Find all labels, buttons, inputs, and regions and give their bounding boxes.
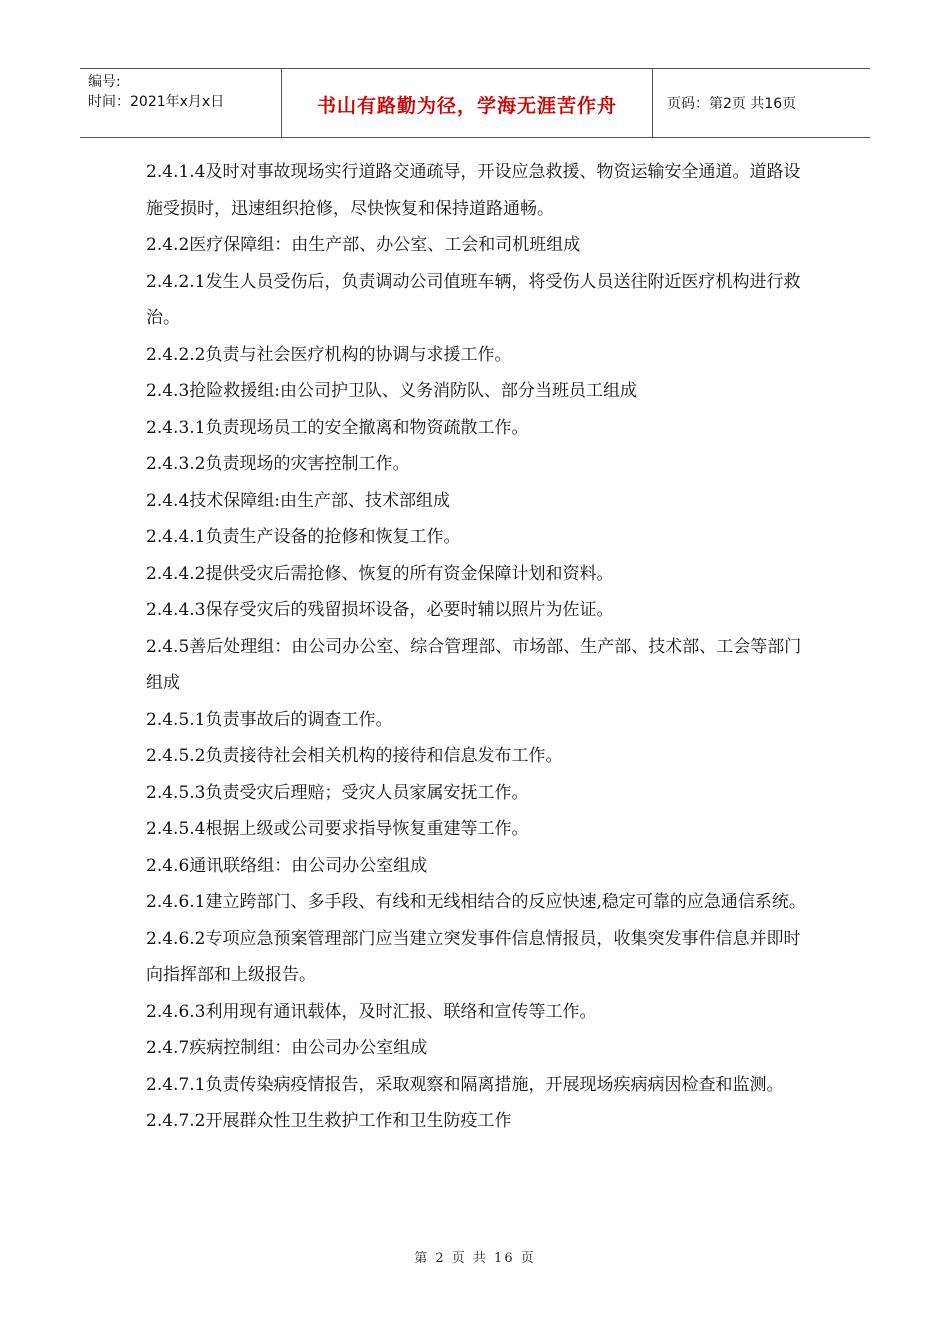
paragraph: 2.4.3抢险救援组:由公司护卫队、义务消防队、部分当班员工组成 (146, 381, 637, 401)
page-footer: 第 2 页 共 16 页 (414, 1251, 536, 1266)
header-page-number: 页码：第2页 共16页 (667, 96, 797, 112)
paragraph: 2.4.5善后处理组：由公司办公室、综合管理部、市场部、生产部、技术部、工会等部门组成 (146, 636, 802, 693)
document-body (146, 154, 816, 1140)
paragraph: 2.4.7疾病控制组：由公司办公室组成 (146, 1038, 428, 1058)
paragraph: 2.4.4技术保障组:由生产部、技术部组成 (146, 490, 450, 511)
paragraph: 2.4.2医疗保障组：由生产部、办公室、工会和司机班组成 (146, 235, 581, 255)
paragraph: 2.4.3.1负责现场员工的安全撤离和物资疏散工作。 (146, 417, 529, 438)
paragraph: 2.4.6.2专项应急预案管理部门应当建立突发事件信息情报员，收集突发事件信息并即时向指挥部和上级报告。 (146, 928, 801, 985)
paragraph: 2.4.5.4根据上级或公司要求指导恢复重建等工作。 (146, 819, 529, 839)
header-page-cell (653, 69, 870, 137)
paragraph: 2.4.4.3保存受灾后的残留损坏设备，必要时辅以照片为佐证。 (146, 600, 614, 620)
paragraph: 2.4.6通讯联络组：由公司办公室组成 (146, 855, 428, 876)
paragraph: 2.4.3.2负责现场的灾害控制工作。 (146, 454, 410, 474)
paragraph: 2.4.5.1负责事故后的调查工作。 (146, 709, 393, 730)
document-number-label: 编号: (88, 74, 121, 90)
paragraph: 2.4.2.2负责与社会医疗机构的协调与求援工作。 (146, 344, 512, 365)
header-info-cell (80, 69, 282, 137)
document-date-label: 时间：2021年x月x日 (88, 94, 225, 110)
paragraph: 2.4.2.1发生人员受伤后，负责调动公司值班车辆，将受伤人员送往附近医疗机构进行救治。 (146, 271, 801, 328)
paragraph: 2.4.5.3负责受灾后理赔；受灾人员家属安抚工作。 (146, 782, 529, 803)
paragraph: 2.4.1.4及时对事故现场实行道路交通疏导，开设应急救援、物资运输安全通道。道路设施受损时，迅速组织抢修，尽快恢复和保持道路通畅。 (146, 162, 801, 219)
header-motto: 书山有路勤为径，学海无涯苦作舟 (316, 95, 617, 117)
header-motto-cell (282, 69, 653, 137)
paragraph: 2.4.6.1建立跨部门、多手段、有线和无线相结合的反应快速,稳定可靠的应急通信系统。 (146, 892, 806, 912)
paragraph: 2.4.6.3利用现有通讯载体，及时汇报、联络和宣传等工作。 (146, 1001, 597, 1022)
paragraph: 2.4.7.2开展群众性卫生救护工作和卫生防疫工作 (146, 1111, 512, 1131)
page-header (80, 68, 870, 138)
paragraph: 2.4.4.1负责生产设备的抢修和恢复工作。 (146, 527, 461, 547)
paragraph: 2.4.7.1负责传染病疫情报告，采取观察和隔离措施，开展现场疾病病因检查和监测。 (146, 1074, 784, 1095)
paragraph: 2.4.5.2负责接待社会相关机构的接待和信息发布工作。 (146, 746, 563, 766)
paragraph: 2.4.4.2提供受灾后需抢修、恢复的所有资金保障计划和资料。 (146, 563, 614, 584)
